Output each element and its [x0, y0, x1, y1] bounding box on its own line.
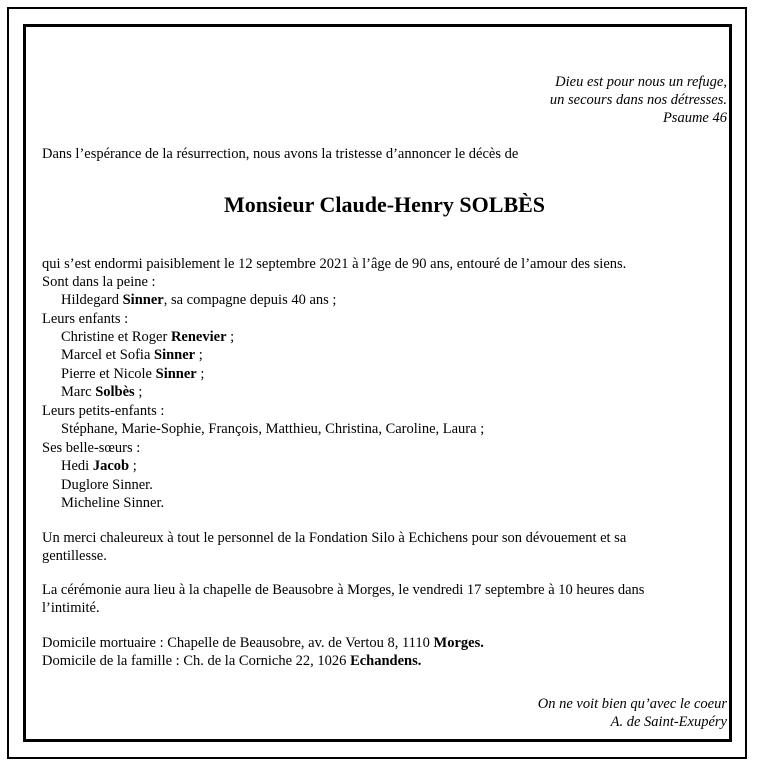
death-sentence: qui s’est endormi paisiblement le 12 septembre 2021 à l’âge de 90 ans, entouré de l’amour des siens. [42, 256, 627, 272]
deceased-name: Monsieur Claude-Henry SOLBÈS [223, 192, 546, 217]
closing-quote: On ne voit bien qu’avec le coeur [537, 696, 727, 712]
mortuary-address: Domicile mortuaire : Chapelle de Beausobre, av. de Vertou 8, 1110 Morges. [42, 635, 484, 651]
sister-in-law-line: Duglore Sinner. [61, 477, 153, 493]
child-line: Christine et Roger Renevier ; [61, 329, 235, 345]
sister-in-law-line: Hedi Jacob ; [61, 458, 137, 474]
epigraph-line-1: Dieu est pour nous un refuge, [555, 74, 727, 90]
grandchildren-line: Stéphane, Marie-Sophie, François, Matthieu, Christina, Caroline, Laura ; [61, 421, 485, 437]
child-line: Marc Solbès ; [61, 384, 143, 400]
family-address: Domicile de la famille : Ch. de la Corniche 22, 1026 Echandens. [42, 653, 422, 669]
ceremony-line-2: l’intimité. [42, 600, 100, 616]
epigraph-reference: Psaume 46 [662, 110, 727, 126]
heading-enfants: Leurs enfants : [42, 311, 129, 327]
heading-petits-enfants: Leurs petits-enfants : [42, 403, 165, 419]
intro-text: Dans l’espérance de la résurrection, nous avons la tristesse d’annoncer le décès de [42, 146, 519, 162]
ceremony-line-1: La cérémonie aura lieu à la chapelle de Beausobre à Morges, le vendredi 17 septembre à 10 heures dans [42, 582, 645, 598]
companion-line: Hildegard Sinner, sa compagne depuis 40 ans ; [61, 292, 337, 308]
thanks-line-1: Un merci chaleureux à tout le personnel de la Fondation Silo à Echichens pour son dévouement et sa [42, 530, 627, 546]
thanks-line-2: gentillesse. [42, 548, 107, 564]
epigraph-line-2: un secours dans nos détresses. [549, 92, 727, 108]
heading-sont-dans-la-peine: Sont dans la peine : [42, 274, 156, 290]
sister-in-law-line: Micheline Sinner. [61, 495, 165, 511]
child-line: Marcel et Sofia Sinner ; [61, 347, 203, 363]
child-line: Pierre et Nicole Sinner ; [61, 366, 205, 382]
heading-belles-soeurs: Ses belle-sœurs : [42, 440, 141, 456]
closing-quote-author: A. de Saint-Exupéry [610, 714, 727, 730]
